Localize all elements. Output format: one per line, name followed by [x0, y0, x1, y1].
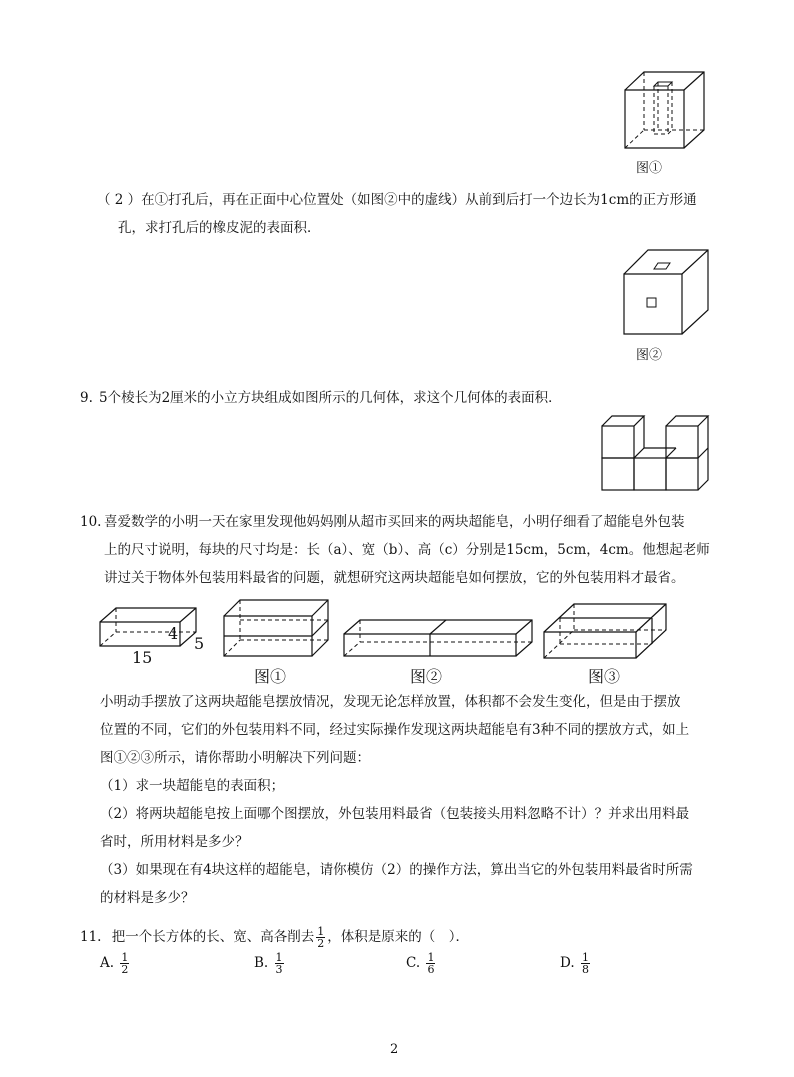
q11-option-b[interactable]: B. $\frac{1}{3}$ [254, 951, 283, 976]
figure-1-caption: 图① [636, 161, 663, 176]
q9-text: 5个棱长为2厘米的小立方块组成如图所示的几何体，求这个几何体的表面积． [99, 390, 562, 406]
q11-option-d[interactable]: D. $\frac{1}{8}$ [560, 951, 589, 976]
q10-body-line1: 小明动手摆放了这两块超能皂摆放情况，发现无论怎样放置，体积都不会发生变化，但是由于摆放 [100, 694, 681, 710]
q8-part2-line2: 孔，求打孔后的橡皮泥的表面积． [118, 220, 321, 236]
q11-fraction: $\frac{1}{2}$ [317, 925, 325, 950]
figure-label-1: 图① [254, 667, 287, 686]
q11-option-c[interactable]: C. $\frac{1}{6}$ [406, 951, 435, 976]
q10-body-line3: 图①②③所示，请你帮助小明解决下列问题： [100, 750, 370, 766]
q9-number: 9. [80, 390, 93, 406]
q11-number: 11. [80, 929, 102, 945]
figure-2-cube-two-holes [620, 248, 712, 338]
dim-width-label: 5 [194, 634, 205, 653]
page-number: 2 [390, 1042, 399, 1057]
q10-body-line2: 位置的不同，它们的外包装用料不同，经过实际操作发现这两块超能皂有3种不同的摆放方式，如上 [100, 722, 690, 738]
q8-part2-line1: （ 2 ）在①打孔后，再在正面中心位置处（如图②中的虚线）从前到后打一个边长为1cm的正方形通 [97, 192, 697, 208]
q10-number: 10. [80, 514, 102, 530]
figure-label-2: 图② [410, 667, 443, 686]
q11-text-before: 把一个长方体的长、宽、高各削去 [111, 929, 315, 945]
q10-part2-line2: 省时，所用材料是多少？ [100, 834, 249, 850]
soap-box-single [96, 602, 208, 652]
q9-five-cubes-figure [600, 412, 712, 494]
q11-question [80, 926, 469, 949]
soap-figure-1-stacked [220, 596, 332, 662]
dim-height-label: 4 [168, 624, 179, 643]
q11-option-a[interactable]: A. $\frac{1}{2}$ [100, 951, 129, 976]
figure-1-cube-vertical-hole [620, 70, 710, 160]
q10-part1: （1）求一块超能皂的表面积； [100, 778, 285, 794]
q10-part3-line2: 的材料是多少？ [100, 890, 195, 906]
q10-intro-line3: 讲过关于物体外包装用料最省的问题，就想研究这两块超能皂如何摆放，它的外包装用料才最省。 [104, 570, 685, 586]
soap-figure-3-side-by-side [540, 600, 670, 662]
q10-part2-line1: （2）将两块超能皂按上面哪个图摆放，外包装用料最省（包装接头用料忽略不计）？并求出用料最 [100, 806, 690, 822]
q10-intro-line2: 上的尺寸说明，每块的尺寸均是：长（a）、宽（b）、高（c）分别是15cm，5cm，4cm。他想起老师 [104, 542, 710, 558]
figure-2-caption: 图② [636, 348, 663, 363]
q10-intro-line1: 喜爱数学的小明一天在家里发现他妈妈刚从超市买回来的两块超能皂，小明仔细看了超能皂外包装 [104, 514, 685, 530]
figure-label-3: 图③ [588, 667, 621, 686]
dim-length-label: 15 [132, 648, 153, 667]
q11-text-after: ，体积是原来的（ ）． [327, 929, 470, 945]
q10-part3-line1: （3）如果现在有4块这样的超能皂，请你模仿（2）的操作方法，算出当它的外包装用料最省时所需 [100, 862, 693, 878]
soap-figure-2-end-to-end [340, 616, 536, 662]
